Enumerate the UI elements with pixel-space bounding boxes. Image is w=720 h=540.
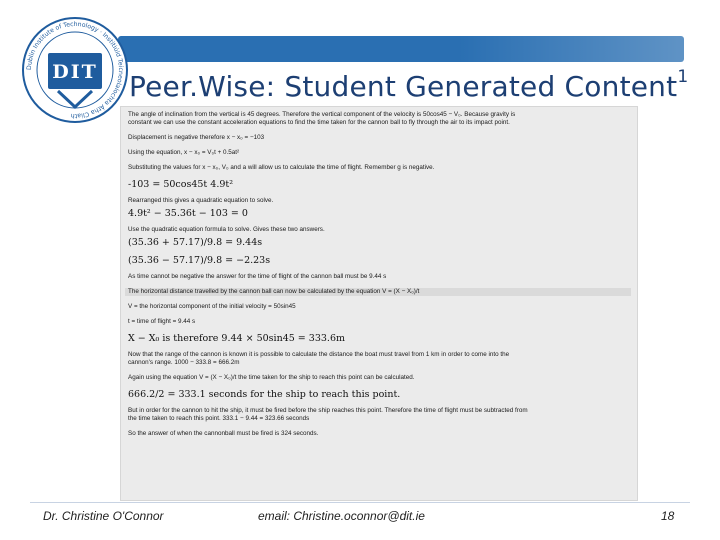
text-line: Displacement is negative therefore x − x₀ = −103 [128, 134, 265, 141]
text-line: As time cannot be negative the answer for the time of flight of the cannon ball must be 9.44 s [128, 273, 387, 280]
header-band [118, 36, 684, 62]
equation: (35.36 − 57.17)/9.8 = −2.23s [128, 255, 271, 266]
page-number: 18 [661, 509, 675, 523]
footer-divider [30, 502, 690, 503]
text-line: cannon's range. 1000 − 333.8 = 666.2m [128, 359, 240, 366]
content-panel [120, 106, 638, 501]
equation: 666.2/2 = 333.1 seconds for the ship to reach this point. [128, 389, 401, 400]
text-line: So the answer of when the cannonball must be fired is 324 seconds. [128, 430, 319, 437]
text-line: Substituting the values for x − x₀, V₀ and a will allow us to calculate the time of flight. Remember g is negative. [128, 164, 435, 171]
text-line: Use the quadratic equation formula to solve. Gives these two answers. [128, 226, 325, 233]
title-superscript: 1 [677, 66, 689, 87]
text-line: V = the horizontal component of the initial velocity = 50sin45 [128, 303, 296, 310]
equation: -103 = 50cos45t 4.9t² [128, 179, 234, 190]
text-line: The angle of inclination from the vertical is 45 degrees. Therefore the vertical component of the velocity is 50cos45 − V₀. Because gravity is [128, 111, 516, 118]
text-line: constant we can use the constant acceleration equations to find the time taken for the cannon ball to fly through the air to its impact point. [128, 119, 510, 126]
text-line-highlighted: The horizontal distance travelled by the cannon ball can now be calculated by the equation V = (X − X₀)/t [125, 288, 631, 296]
text-line: Again using the equation V = (X − X₀)/t the time taken for the ship to reach this point can be calculated. [128, 374, 415, 381]
text-line: But in order for the cannon to hit the ship, it must be fired before the ship reaches this point. Therefore the time of flight must be subtracted from [128, 407, 528, 414]
footer-email: email: Christine.oconnor@dit.ie [258, 509, 425, 523]
text-line: t = time of flight = 9.44 s [128, 318, 196, 325]
logo-ring-text: Dublin Institute of Technology · Institiúid Teicneolaíochta Átha Cliath [25, 20, 125, 120]
equation: (35.36 + 57.17)/9.8 = 9.44s [128, 237, 263, 248]
text-line: the time taken to reach this point. 333.1 − 9.44 = 323.66 seconds [128, 415, 310, 422]
equation: X − X₀ is therefore 9.44 × 50sin45 = 333.6m [128, 333, 345, 344]
slide-title [129, 66, 689, 103]
text-line: Now that the range of the cannon is known it is possible to calculate the distance the boat must travel from 1 km in order to come into the [128, 351, 510, 358]
equation: 4.9t² − 35.36t − 103 = 0 [128, 208, 248, 219]
dit-logo [20, 15, 130, 125]
slide-title-text: Peer.Wise: Student Generated Content [129, 70, 678, 103]
footer-author: Dr. Christine O'Connor [43, 509, 164, 523]
text-line: Rearranged this gives a quadratic equation to solve. [128, 197, 274, 204]
text-line: Using the equation, x − x₀ = V₀t + 0.5at² [128, 149, 240, 156]
logo-text: DIT [52, 61, 98, 83]
